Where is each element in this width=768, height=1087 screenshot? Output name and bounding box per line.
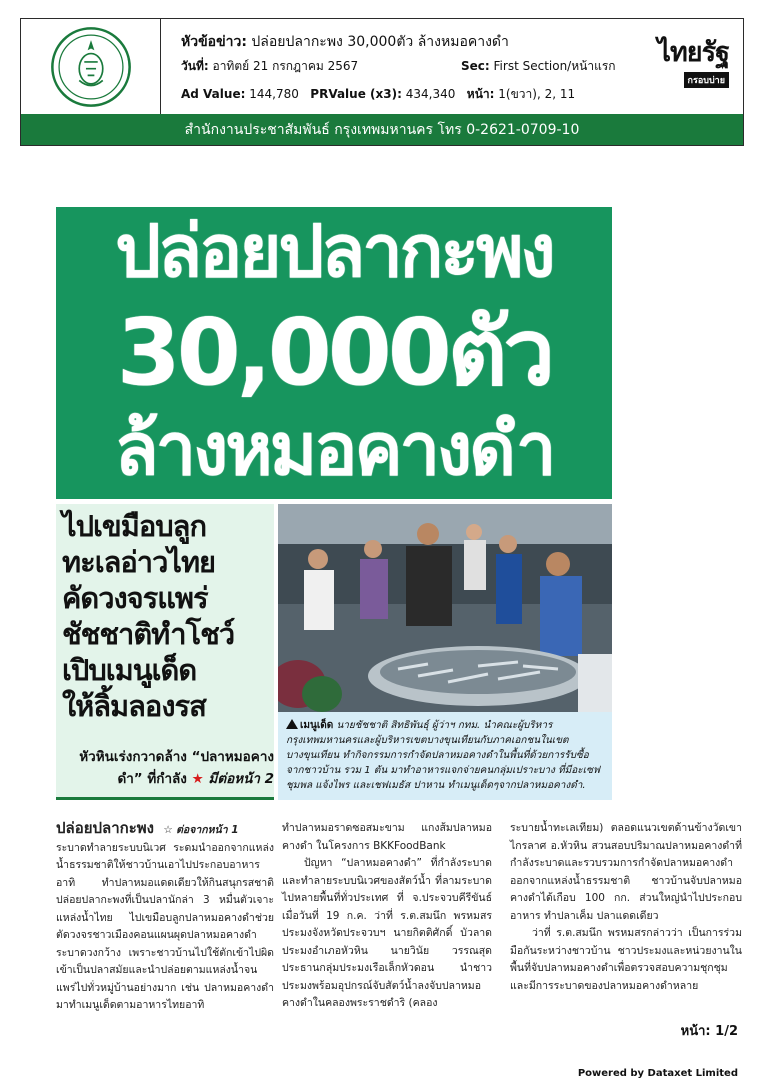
column-text: ระบายน้ำทะเลเทียม) ตลอดแนวเขตด้านข้างวัดเขาไกรลาศ อ.หัวหิน สวนสอบปริมาณปลาหมอคางดำที่กำลังระบาดและรวบรวมการกำจัดปลาหมอคางดำออกจากแหล่งน้ำธรรมชาติ ชาวบ้านจับปลาหมอคางดำได้เกือบ 100 กก. ส่วนใหญ่นำไปประกอบอาหาร ทำปลาเค็ม ปลาแดดเดียว <box>510 822 742 922</box>
column-text: ปัญหา “ปลาหมอคางดำ” ที่กำลังระบาด และทำลายระบบนิเวศของสัตว์น้ำ ที่ลามระบาดไปหลายพื้นที่ทั่วประเทศ ที่ จ.ประจวบคีรีขันธ์ เมื่อวันที่ 19 ก.ค. ว่าที่ ร.ต.สมนึก พรหมสร ประมงจังหวัดประจวบฯ นายกิตติศักดิ์ บัวลาด ประมงอำเภอหัวหิน นายวินัย วรรณสุด ประธานกลุ่มประมงเรือเล็กหัวดอน นำชาวประมงพร้อมอุปกรณ์จับสัตว์น้ำลงจับปลาหมอคางดำในคลองพระราชดำริ (คลอง <box>282 857 492 1009</box>
value-field: Ad Value: 144,780 PRValue (x3): 434,340 หน้า: 1(ขวา), 2, 11 <box>181 87 576 101</box>
continued-note: มีต่อหน้า 2 <box>208 771 274 787</box>
clipping-info <box>171 19 616 115</box>
sub-headline <box>62 508 272 724</box>
brand-name: ไทยรัฐ <box>657 37 729 68</box>
lead-paragraph <box>60 746 274 790</box>
headline-line-3: ล้างหมอคางดำ <box>114 407 554 491</box>
bma-seal-logo <box>21 19 161 115</box>
caption-text: นายชัชชาติ สิทธิพันธุ์ ผู้ว่าฯ กทม. นำคณะผู้บริหารกรุงเทพมหานครและผู้บริหารเขตบางขุนเทียนกับภาคเอกชนในเขตบางขุนเทียน ทำกิจกรรมการกำจัดปลาหมอคางดำในพื้นที่ด้วยการรับซื้อจากชาวบ้าน รวม 1 ตัน มาทำอาหารแจกจ่ายคนกลุ่มเปราะบาง ที่มีอะเซฟชุมพล แจ้งไพร และเชฟเมธัส ปาหาน ทำเมนูเด็ดๆจากปลาหมอคางดำ. <box>286 720 600 791</box>
body-column-2 <box>282 820 492 1013</box>
column-text: ว่าที่ ร.ต.สมนึก พรหมสรกล่าวว่า เป็นการร่วมมือกันระหว่างชาวบ้าน ชาวประมงและหน่วยงานในพื้นที่จับปลาหมอคางดำเพื่อตรวจสอบความชุกชุมและมีการระบาดของปลาหมอคางดำหลาย <box>510 927 742 992</box>
sub-headline-line: คัดวงจรแพร่ <box>62 581 208 615</box>
photo-caption <box>278 712 612 800</box>
caption-head: เมนูเด็ด <box>300 720 334 731</box>
sub-headline-line: ชัชชาติทำโชว์ <box>62 617 235 651</box>
section-field: Sec: First Section/หน้าแรก <box>461 59 616 73</box>
bma-seal-icon <box>49 25 133 109</box>
star-icon: ★ <box>191 771 204 787</box>
headline-line-1: ปล่อยปลากะพง <box>115 209 553 293</box>
column-text: ทำปลาหมอราดซอสมะขาม แกงส้มปลาหมอคางดำ ในโครงการ BKKFoodBank <box>282 822 492 852</box>
triangle-icon <box>286 719 298 729</box>
powered-by: Powered by Dataxet Limited <box>577 1068 738 1079</box>
lead-text: หัวหินเร่งกวาดล้าง “ปลาหมอคางดำ” ที่กำลัง <box>79 749 274 787</box>
continued-from: ต่อจากหน้า 1 <box>176 824 239 836</box>
page-counter: หน้า: 1/2 <box>680 1024 738 1039</box>
column-title: ปล่อยปลากะพง <box>56 819 154 837</box>
thairath-logo <box>633 39 729 99</box>
news-photo <box>278 504 612 712</box>
headline-field: หัวข้อข่าว: ปล่อยปลากะพง 30,000ตัว ล้างหมอคางดำ <box>181 34 509 50</box>
brand-edition: กรอบบ่าย <box>684 72 729 88</box>
sub-headline-line: ทะเลอ่าวไทย <box>62 545 216 579</box>
column-text: ระบาดทำลายระบบนิเวศ ระดมนำออกจากแหล่งน้ำธรรมชาติให้ชาวบ้านเอาไปประกอบอาหาร อาทิ ทำปลาหมอแดดเดียวให้กินสนุกรสชาติปล่อยปลากะพงที่เป็นปลานักล่า 3 หมื่นตัวเจาะแหล่งน้ำไทย ไปเขมือบลูกปลาหมอคางดำช่วยตัดวงจรชาวเมืองคอนแผนผุดปลาหมอคางดำระบาดวงกว้าง เพราะชาวบ้านไปใช้ตักเข้าไปผิดเข้าเป็นปลาสมัยและนำปล่อยตามแหล่งน้ำจนแพร่ไปทั่วหมู่บ้านอย่างมาก เช่น ปลาหมอคางดำมาทำเมนูเด็ดตามอาหารไทยอาทิ <box>56 841 274 1011</box>
sub-headline-line: ให้ลิ้มลองรส <box>62 689 206 723</box>
contact-bar: สำนักงานประชาสัมพันธ์ กรุงเทพมหานคร โทร 0-2621-0709-10 <box>21 114 743 145</box>
main-headline <box>56 207 612 499</box>
body-column-1 <box>56 820 274 1015</box>
headline-line-2: 30,000ตัว <box>116 299 552 406</box>
sub-headline-line: ไปเขมือบลูก <box>62 509 207 543</box>
star-outline-icon: ☆ <box>163 824 173 836</box>
clipping-header <box>20 18 744 146</box>
sub-headline-line: เปิบเมนูเด็ด <box>62 653 197 687</box>
date-field: วันที่: อาทิตย์ 21 กรกฎาคม 2567 <box>181 59 359 73</box>
crowd-fish-photo-icon <box>278 504 612 712</box>
body-column-3 <box>510 820 742 995</box>
